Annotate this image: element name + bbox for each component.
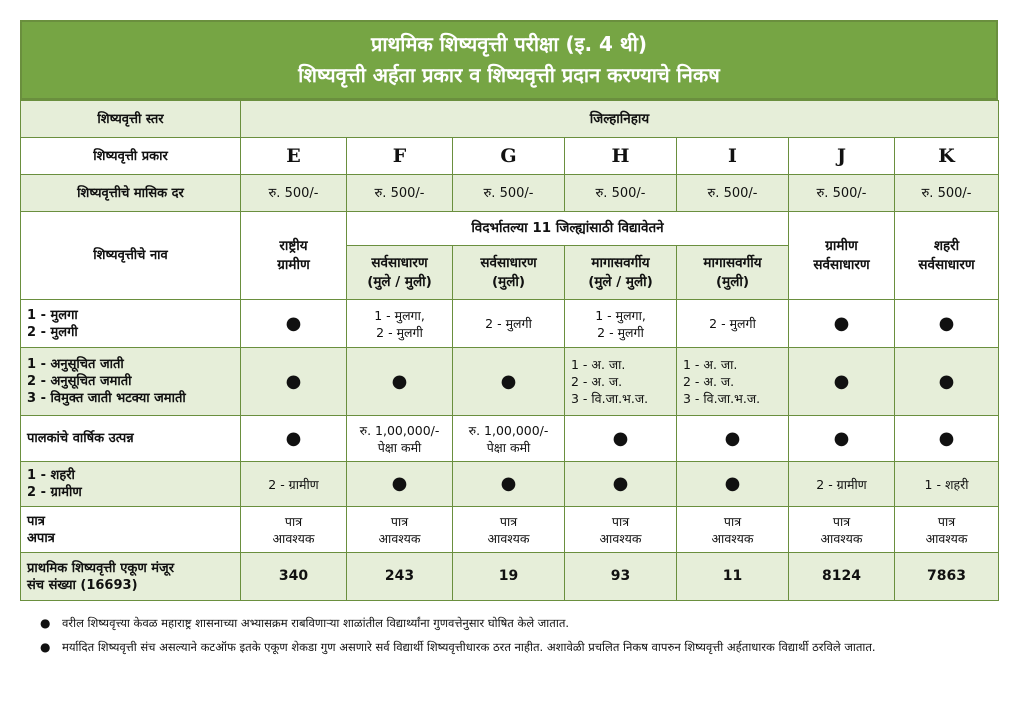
income-g-1: रु. 1,00,000/-	[468, 422, 549, 438]
area-i: ●	[677, 462, 789, 507]
eligibility-g-2: आवश्यक	[487, 530, 530, 546]
sets-j: 8124	[789, 553, 895, 601]
name-f-line1: सर्वसाधारण	[371, 254, 428, 271]
caste-j: ●	[789, 348, 895, 416]
sets-label-2: संच संख्या (16693)	[27, 577, 138, 593]
title-line-1: प्राथमिक शिष्यवृत्ती परीक्षा (इ. 4 थी)	[370, 32, 648, 56]
name-e-line2: ग्रामीण	[277, 256, 310, 273]
eligibility-e-2: आवश्यक	[272, 530, 315, 546]
name-j	[789, 212, 895, 300]
gender-j: ●	[789, 300, 895, 348]
eligibility-h-2: आवश्यक	[599, 530, 642, 546]
eligibility-k-2: आवश्यक	[925, 530, 968, 546]
eligibility-e	[241, 507, 347, 553]
name-e	[241, 212, 347, 300]
gender-k: ●	[895, 300, 999, 348]
caste-k: ●	[895, 348, 999, 416]
row-area	[21, 462, 999, 507]
income-g-2: पेक्षा कमी	[486, 439, 531, 455]
sets-g: 19	[453, 553, 565, 601]
gender-g: 2 - मुलगी	[453, 300, 565, 348]
caste-h-2: 2 - अ. ज.	[571, 374, 623, 389]
gender-label-1: 1 - मुलगा	[27, 307, 78, 323]
caste-h-1: 1 - अ. जा.	[571, 357, 626, 372]
gender-label	[21, 300, 241, 348]
row-gender	[21, 300, 999, 348]
row-eligibility	[21, 507, 999, 553]
income-f-1: रु. 1,00,000/-	[359, 422, 440, 438]
income-f	[347, 416, 453, 462]
eligibility-j-2: आवश्यक	[820, 530, 863, 546]
name-e-line1: राष्ट्रीय	[279, 237, 308, 254]
caste-h	[565, 348, 677, 416]
sets-k: 7863	[895, 553, 999, 601]
name-label: शिष्यवृत्तीचे नाव	[21, 212, 241, 300]
income-k: ●	[895, 416, 999, 462]
area-e: 2 - ग्रामीण	[241, 462, 347, 507]
area-label	[21, 462, 241, 507]
eligibility-h-1: पात्र	[611, 513, 630, 529]
eligibility-f	[347, 507, 453, 553]
rate-label: शिष्यवृत्तीचे मासिक दर	[21, 175, 241, 212]
eligibility-f-2: आवश्यक	[378, 530, 421, 546]
type-f: F	[347, 138, 453, 175]
type-label: शिष्यवृत्ती प्रकार	[21, 138, 241, 175]
sets-i: 11	[677, 553, 789, 601]
row-rate	[21, 175, 999, 212]
bullet-icon: ●	[40, 640, 51, 654]
caste-i-2: 2 - अ. ज.	[683, 374, 735, 389]
note-item	[40, 614, 1000, 632]
area-k: 1 - शहरी	[895, 462, 999, 507]
row-type	[21, 138, 999, 175]
gender-h	[565, 300, 677, 348]
area-label-1: 1 - शहरी	[27, 468, 75, 483]
bullet-icon: ●	[40, 616, 51, 630]
name-i-line2: (मुली)	[715, 273, 750, 290]
caste-i	[677, 348, 789, 416]
level-value: जिल्हानिहाय	[241, 101, 999, 138]
type-j: J	[789, 138, 895, 175]
area-h: ●	[565, 462, 677, 507]
note-text: मर्यादित शिष्यवृत्ती संच असल्याने कटऑफ इतके एकूण शेकडा गुण असणारे सर्व विद्यार्थी शिष्यवृत्तीधारक ठरत नाहीत. अशावेळी प्रचलित निकष वापरुन शिष्यवृत्ती अर्हताधारक विद्यार्थी ठरविले जातात.	[62, 640, 876, 654]
income-h: ●	[565, 416, 677, 462]
eligibility-j	[789, 507, 895, 553]
row-caste	[21, 348, 999, 416]
eligibility-j-1: पात्र	[832, 513, 851, 529]
caste-i-3: 3 - वि.जा.भ.ज.	[683, 391, 761, 406]
scholarship-sheet	[20, 20, 998, 601]
gender-f	[347, 300, 453, 348]
name-j-line1: ग्रामीण	[825, 237, 858, 254]
name-j-line2: सर्वसाधारण	[813, 256, 870, 273]
eligibility-i	[677, 507, 789, 553]
income-e: ●	[241, 416, 347, 462]
rate-i: रु. 500/-	[677, 175, 789, 212]
eligibility-g-1: पात्र	[499, 513, 518, 529]
eligibility-i-2: आवश्यक	[711, 530, 754, 546]
sets-label-1: प्राथमिक शिष्यवृत्ती एकूण मंजूर	[27, 560, 175, 576]
caste-label-1: 1 - अनुसूचित जाती	[27, 357, 124, 372]
area-j: 2 - ग्रामीण	[789, 462, 895, 507]
eligibility-i-1: पात्र	[723, 513, 742, 529]
gender-label-2: 2 - मुलगी	[27, 324, 78, 340]
rate-e: रु. 500/-	[241, 175, 347, 212]
type-h: H	[565, 138, 677, 175]
row-name-top	[21, 212, 999, 246]
rate-g: रु. 500/-	[453, 175, 565, 212]
eligibility-k	[895, 507, 999, 553]
sets-e: 340	[241, 553, 347, 601]
eligibility-e-1: पात्र	[284, 513, 303, 529]
gender-h-2: 2 - मुलगी	[597, 324, 644, 340]
name-k	[895, 212, 999, 300]
gender-h-1: 1 - मुलगा,	[595, 307, 646, 323]
eligibility-label-2: अपात्र	[27, 530, 55, 546]
caste-label-2: 2 - अनुसूचित जमाती	[27, 374, 132, 389]
title-line-2: शिष्यवृत्ती अर्हता प्रकार व शिष्यवृत्ती प्रदान करण्याचे निकष	[298, 63, 720, 87]
criteria-table	[20, 100, 999, 601]
rate-h: रु. 500/-	[565, 175, 677, 212]
income-g	[453, 416, 565, 462]
title-banner	[20, 20, 998, 100]
area-f: ●	[347, 462, 453, 507]
name-h-line1: मागासवर्गीय	[591, 254, 650, 271]
income-f-2: पेक्षा कमी	[377, 439, 422, 455]
eligibility-f-1: पात्र	[390, 513, 409, 529]
eligibility-g	[453, 507, 565, 553]
note-item	[40, 638, 1000, 656]
row-sets	[21, 553, 999, 601]
name-i	[677, 246, 789, 300]
sets-f: 243	[347, 553, 453, 601]
name-g	[453, 246, 565, 300]
note-text: वरील शिष्यवृत्त्या केवळ महाराष्ट्र शासनाच्या अभ्यासक्रम राबविणाऱ्या शाळांतील विद्यार्थ्यांना गुणवत्तेनुसार घोषित केले जातात.	[62, 616, 570, 630]
caste-i-1: 1 - अ. जा.	[683, 357, 738, 372]
notes	[40, 614, 1000, 662]
type-i: I	[677, 138, 789, 175]
vidarbha-header: विदर्भातल्या 11 जिल्ह्यांसाठी विद्यावेतने	[347, 212, 789, 246]
type-e: E	[241, 138, 347, 175]
name-h	[565, 246, 677, 300]
name-g-line2: (मुली)	[491, 273, 526, 290]
name-f	[347, 246, 453, 300]
type-k: K	[895, 138, 999, 175]
name-k-line2: सर्वसाधारण	[918, 256, 975, 273]
sets-h: 93	[565, 553, 677, 601]
gender-i: 2 - मुलगी	[677, 300, 789, 348]
caste-g: ●	[453, 348, 565, 416]
eligibility-k-1: पात्र	[937, 513, 956, 529]
caste-f: ●	[347, 348, 453, 416]
gender-f-2: 2 - मुलगी	[376, 324, 423, 340]
income-i: ●	[677, 416, 789, 462]
gender-e: ●	[241, 300, 347, 348]
eligibility-h	[565, 507, 677, 553]
sets-label	[21, 553, 241, 601]
gender-f-1: 1 - मुलगा,	[374, 307, 425, 323]
caste-label	[21, 348, 241, 416]
rate-j: रु. 500/-	[789, 175, 895, 212]
name-h-line2: (मुले / मुली)	[588, 273, 653, 290]
eligibility-label	[21, 507, 241, 553]
area-g: ●	[453, 462, 565, 507]
eligibility-label-1: पात्र	[27, 513, 45, 529]
rate-f: रु. 500/-	[347, 175, 453, 212]
income-label: पालकांचे वार्षिक उत्पन्न	[21, 416, 241, 462]
level-label: शिष्यवृत्ती स्तर	[21, 101, 241, 138]
income-j: ●	[789, 416, 895, 462]
area-label-2: 2 - ग्रामीण	[27, 485, 82, 500]
name-i-line1: मागासवर्गीय	[703, 254, 762, 271]
caste-h-3: 3 - वि.जा.भ.ज.	[571, 391, 649, 406]
caste-label-3: 3 - विमुक्त जाती भटक्या जमाती	[27, 391, 186, 406]
rate-k: रु. 500/-	[895, 175, 999, 212]
name-g-line1: सर्वसाधारण	[480, 254, 537, 271]
type-g: G	[453, 138, 565, 175]
name-k-line1: शहरी	[933, 237, 960, 254]
row-level	[21, 101, 999, 138]
caste-e: ●	[241, 348, 347, 416]
row-income	[21, 416, 999, 462]
name-f-line2: (मुले / मुली)	[367, 273, 432, 290]
